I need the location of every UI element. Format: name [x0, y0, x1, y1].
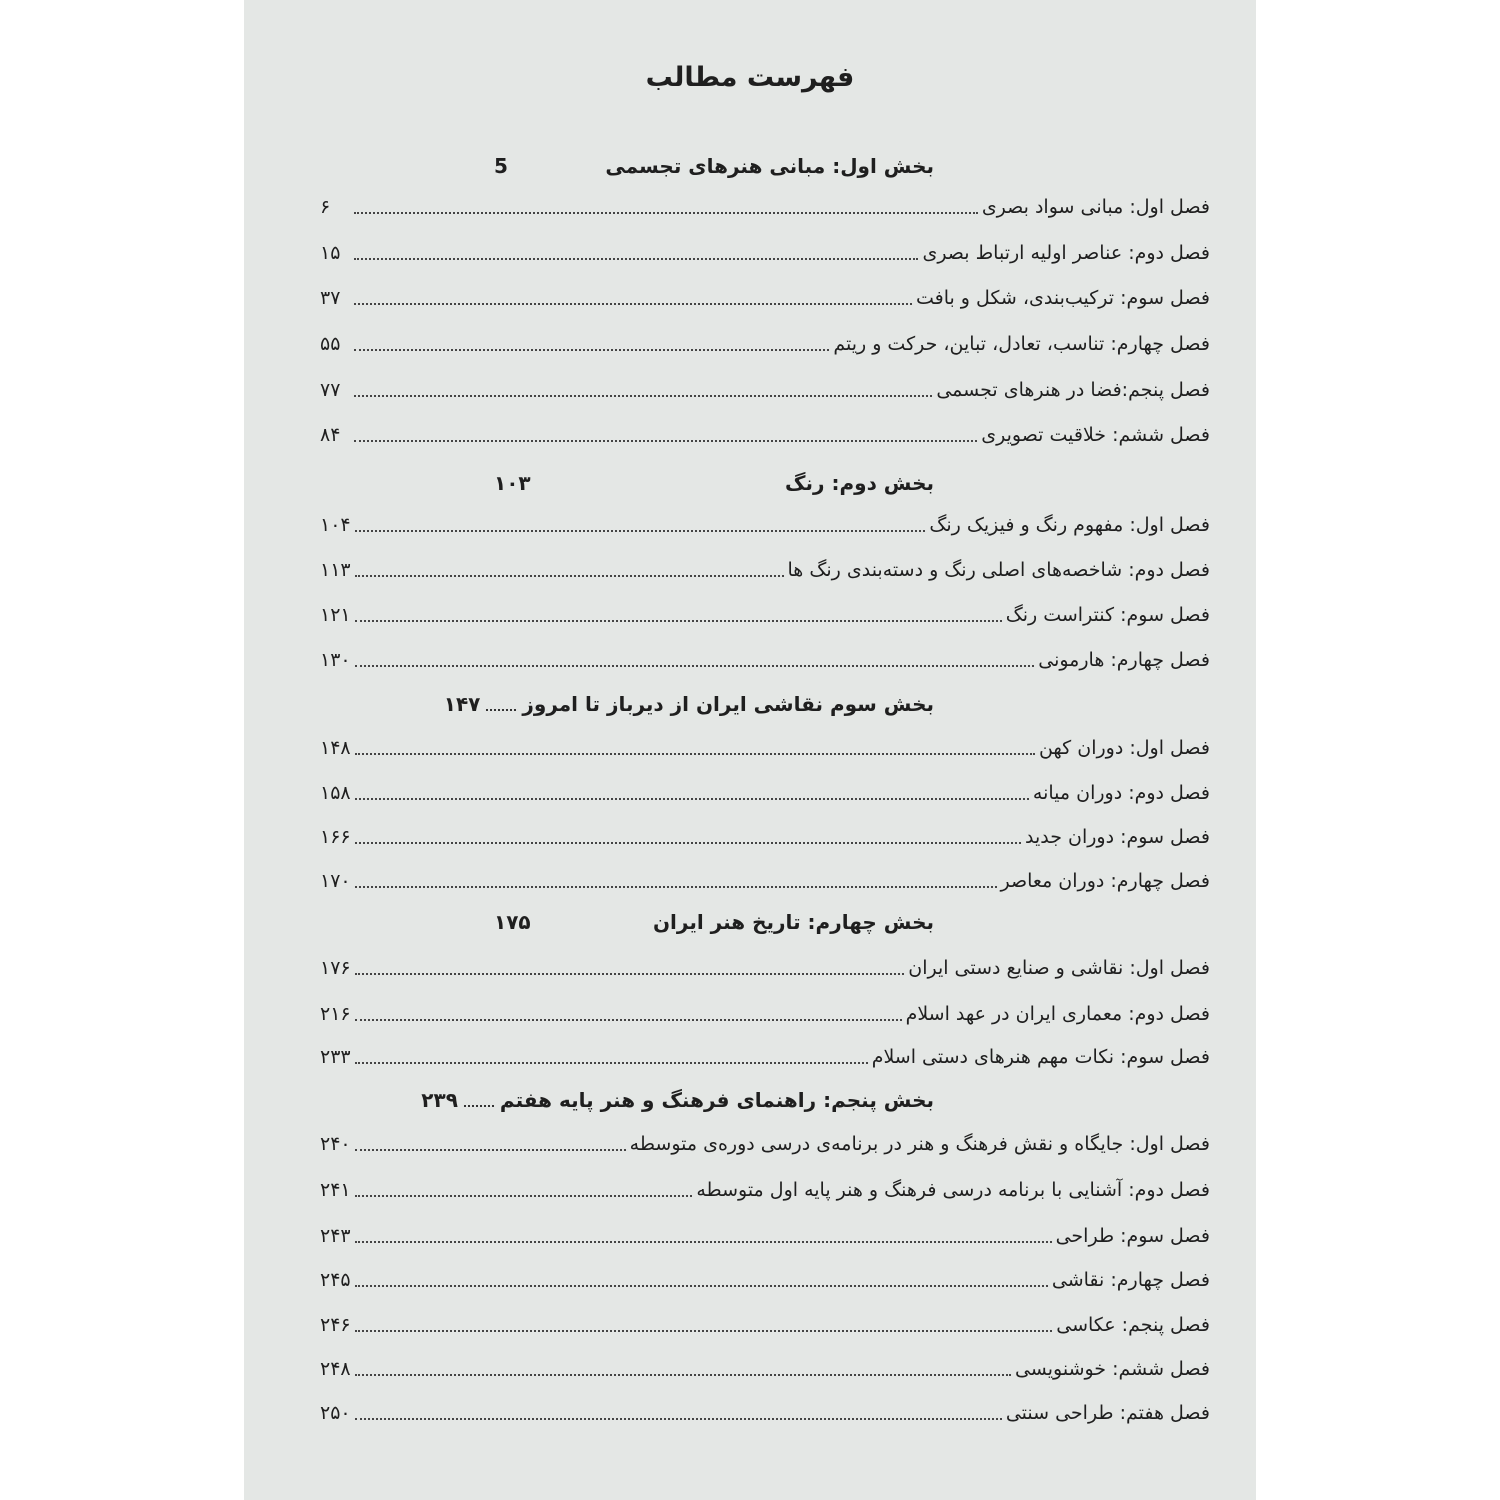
chapter-page-number: ۳۷ [320, 287, 341, 309]
chapter-title: فصل دوم: دوران میانه [1032, 782, 1210, 804]
chapter-row [320, 819, 1210, 855]
part-heading [421, 1082, 934, 1118]
part-title: بخش پنجم: راهنمای فرهنگ و هنر پایه هفتم [499, 1088, 934, 1112]
chapter-title: فصل سوم: ترکیب‌بندی، شکل و بافت [915, 287, 1210, 309]
dot-leader [355, 973, 905, 975]
chapter-page-number: ۷۷ [320, 379, 341, 401]
chapter-title: فصل اول: جایگاه و نقش فرهنگ و هنر در برنامه‌ی درسی دوره‌ی متوسطه [629, 1133, 1210, 1155]
chapter-title: فصل چهارم: هارمونی [1038, 649, 1210, 671]
chapter-row [320, 1351, 1210, 1387]
chapter-title: فصل اول: نقاشی و صنایع دستی ایران [908, 957, 1210, 979]
part-heading [494, 904, 934, 940]
chapter-page-number: ۱۵۸ [320, 782, 351, 804]
dot-leader [464, 1105, 494, 1107]
dot-leader [354, 395, 932, 397]
chapter-row [320, 1307, 1210, 1343]
chapter-row [320, 1172, 1210, 1208]
dot-leader [355, 1241, 1052, 1243]
part-page-number: ۲۳۹ [421, 1088, 458, 1112]
chapter-page-number: ۱۳۰ [320, 649, 351, 671]
dot-leader [354, 212, 978, 214]
dot-leader [354, 258, 918, 260]
chapter-page-number: ۲۴۶ [320, 1314, 351, 1336]
chapter-title: فصل هفتم: طراحی سنتی [1005, 1402, 1210, 1424]
chapter-row [320, 417, 1210, 453]
chapter-page-number: ۱۱۳ [320, 559, 351, 581]
chapter-page-number: ۶ [320, 196, 331, 218]
dot-leader [355, 1418, 1002, 1420]
dot-leader [355, 798, 1029, 800]
chapter-title: فصل اول: دوران کهن [1038, 737, 1210, 759]
chapter-row [320, 372, 1210, 408]
chapter-page-number: ۱۶۶ [320, 826, 351, 848]
chapter-row [320, 863, 1210, 899]
dot-leader [355, 1149, 626, 1151]
chapter-row [320, 326, 1210, 362]
chapter-page-number: ۱۵ [320, 242, 341, 264]
chapter-row [320, 280, 1210, 316]
chapter-row [320, 189, 1210, 225]
chapter-row [320, 597, 1210, 633]
dot-leader [355, 1374, 1011, 1376]
dot-leader [355, 1019, 902, 1021]
chapter-page-number: ۲۴۵ [320, 1269, 351, 1291]
part-page-number: ۱۰۳ [494, 471, 531, 495]
part-title: بخش دوم: رنگ [785, 471, 934, 495]
dot-leader [355, 620, 1002, 622]
chapter-row [320, 642, 1210, 678]
chapter-page-number: ۲۳۳ [320, 1046, 351, 1068]
dot-leader [355, 842, 1021, 844]
chapter-row [320, 1126, 1210, 1162]
chapter-page-number: ۲۴۰ [320, 1133, 351, 1155]
dot-leader [486, 709, 516, 711]
chapter-row [320, 1395, 1210, 1431]
chapter-page-number: ۲۱۶ [320, 1003, 351, 1025]
chapter-row [320, 1039, 1210, 1075]
chapter-title: فصل دوم: آشنایی با برنامه درسی فرهنگ و هنر پایه اول متوسطه [696, 1179, 1210, 1201]
dot-leader [354, 349, 829, 351]
chapter-row [320, 1262, 1210, 1298]
dot-leader [355, 1195, 693, 1197]
chapter-title: فصل چهارم: دوران معاصر [1000, 870, 1210, 892]
part-heading [494, 148, 934, 184]
chapter-row [320, 235, 1210, 271]
chapter-title: فصل پنجم:فضا در هنرهای تجسمی [936, 379, 1210, 401]
dot-leader [355, 1062, 868, 1064]
chapter-title: فصل سوم: کنتراست رنگ [1005, 604, 1210, 626]
part-page-number: ۱۴۷ [443, 692, 481, 716]
chapter-page-number: ۲۵۰ [320, 1402, 351, 1424]
chapter-title: فصل سوم: نکات مهم هنرهای دستی اسلام [871, 1046, 1210, 1068]
dot-leader [355, 886, 997, 888]
chapter-row [320, 1218, 1210, 1254]
dot-leader [355, 575, 784, 577]
chapter-row [320, 552, 1210, 588]
dot-leader [355, 1285, 1048, 1287]
chapter-title: فصل چهارم: تناسب، تعادل، تباین، حرکت و ریتم [833, 333, 1210, 355]
chapter-title: فصل ششم: خوشنویسی [1014, 1358, 1210, 1380]
chapter-title: فصل سوم: دوران جدید [1025, 826, 1210, 848]
dot-leader [355, 530, 926, 532]
chapter-title: فصل چهارم: نقاشی [1051, 1269, 1210, 1291]
part-title: بخش اول: مبانی هنرهای تجسمی [605, 154, 934, 178]
chapter-page-number: ۲۴۸ [320, 1358, 351, 1380]
chapter-page-number: ۱۲۱ [320, 604, 351, 626]
document-page [244, 0, 1256, 1500]
chapter-title: فصل ششم: خلاقیت تصویری [981, 424, 1210, 446]
chapter-page-number: ۲۴۳ [320, 1225, 351, 1247]
part-heading [443, 686, 934, 722]
dot-leader [355, 665, 1035, 667]
chapter-page-number: ۲۴۱ [320, 1179, 351, 1201]
part-page-number: 5 [494, 154, 508, 178]
chapter-row [320, 950, 1210, 986]
part-heading [494, 465, 934, 501]
chapter-page-number: ۱۷۰ [320, 870, 351, 892]
chapter-row [320, 507, 1210, 543]
chapter-page-number: ۱۴۸ [320, 737, 351, 759]
chapter-title: فصل پنجم: عکاسی [1056, 1314, 1210, 1336]
dot-leader [355, 1330, 1053, 1332]
chapter-title: فصل اول: مفهوم رنگ و فیزیک رنگ [929, 514, 1210, 536]
chapter-title: فصل دوم: عناصر اولیه ارتباط بصری [922, 242, 1210, 264]
chapter-row [320, 730, 1210, 766]
dot-leader [354, 440, 977, 442]
chapter-title: فصل دوم: معماری ایران در عهد اسلام [905, 1003, 1210, 1025]
part-title: بخش سوم نقاشی ایران از دیرباز تا امروز [522, 692, 934, 716]
chapter-page-number: ۸۴ [320, 424, 341, 446]
page-title: فهرست مطالب [645, 62, 855, 93]
chapter-row [320, 996, 1210, 1032]
chapter-title: فصل اول: مبانی سواد بصری [981, 196, 1210, 218]
chapter-row [320, 775, 1210, 811]
chapter-page-number: ۱۷۶ [320, 957, 351, 979]
chapter-page-number: ۵۵ [320, 333, 341, 355]
chapter-page-number: ۱۰۴ [320, 514, 351, 536]
dot-leader [355, 753, 1035, 755]
part-title: بخش چهارم: تاریخ هنر ایران [652, 910, 934, 934]
chapter-title: فصل دوم: شاخصه‌های اصلی رنگ و دسته‌بندی رنگ ها [787, 559, 1210, 581]
part-page-number: ۱۷۵ [494, 910, 531, 934]
chapter-title: فصل سوم: طراحی [1055, 1225, 1210, 1247]
dot-leader [354, 303, 912, 305]
